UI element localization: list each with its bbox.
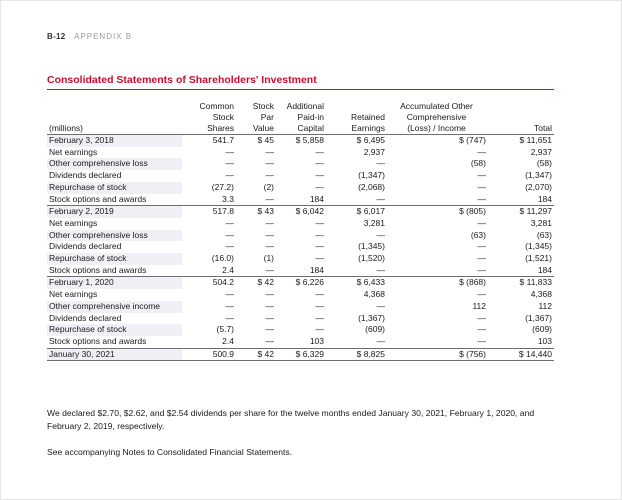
table-row — [47, 253, 554, 265]
table-row — [47, 170, 554, 182]
cell-par: — — [265, 241, 274, 252]
row-label: Dividends declared — [49, 170, 122, 181]
cell-aoci: — — [477, 241, 486, 252]
cell-aoci: — — [477, 289, 486, 300]
cell-re: — — [376, 193, 385, 204]
balance-row — [47, 348, 554, 361]
row-label: February 3, 2018 — [47, 135, 182, 147]
table-row — [47, 182, 554, 194]
cell-shares: (5.7) — [216, 324, 234, 335]
header-apic: Additional Paid-in Capital — [286, 101, 324, 133]
cell-re: — — [376, 300, 385, 311]
cell-shares: 2.4 — [222, 335, 234, 346]
cell-apic: — — [315, 170, 324, 181]
cell-total: 4,368 — [530, 289, 552, 300]
cell-apic: — — [315, 253, 324, 264]
table-row — [47, 265, 554, 277]
cell-apic: — — [315, 181, 324, 192]
cell-total: 3,281 — [530, 217, 552, 228]
cell-par: $ 42 — [236, 348, 276, 361]
cell-par: — — [265, 158, 274, 169]
cell-re: $ 8,825 — [326, 348, 387, 361]
cell-par: — — [265, 289, 274, 300]
cell-total: 184 — [537, 193, 552, 204]
cell-total: 112 — [538, 300, 552, 311]
row-label: Stock options and awards — [49, 335, 147, 346]
cell-total: (1,347) — [525, 170, 552, 181]
cell-apic: — — [315, 312, 324, 323]
appendix-label: APPENDIX B — [74, 32, 133, 41]
cell-par: $ 43 — [236, 206, 276, 218]
cell-re: (1,520) — [358, 253, 385, 264]
cell-par: $ 45 — [236, 135, 276, 147]
cell-shares: 2.4 — [222, 264, 234, 275]
cell-apic: 184 — [309, 264, 324, 275]
cell-aoci: — — [477, 264, 486, 275]
cell-aoci: $ (805) — [387, 206, 488, 218]
cell-par: — — [265, 300, 274, 311]
cell-total: $ 11,297 — [488, 206, 554, 218]
row-label: Net earnings — [49, 146, 98, 157]
shareholders-investment-table — [47, 101, 554, 361]
cell-re: $ 6,017 — [326, 206, 387, 218]
balance-row — [47, 277, 554, 289]
row-label: Repurchase of stock — [47, 324, 182, 336]
cell-apic: — — [315, 217, 324, 228]
cell-re: $ 6,433 — [326, 277, 387, 289]
cell-shares: 517.8 — [182, 206, 236, 218]
cell-aoci: — — [477, 324, 486, 335]
cell-apic: — — [315, 146, 324, 157]
cell-par: (1) — [263, 253, 274, 264]
cell-re: (609) — [365, 324, 385, 335]
statement-title: Consolidated Statements of Shareholders' Investment — [47, 74, 317, 86]
header-shares: Common Stock Shares — [199, 101, 234, 133]
row-label: Stock options and awards — [49, 193, 147, 204]
table-row — [47, 158, 554, 170]
cell-aoci: — — [477, 170, 486, 181]
cell-aoci: (58) — [470, 158, 486, 169]
cell-aoci: — — [477, 193, 486, 204]
header-millions-text: (millions) — [49, 123, 83, 133]
cell-par: — — [265, 324, 274, 335]
cell-par: — — [265, 146, 274, 157]
cell-shares: — — [225, 170, 234, 181]
cell-shares: 541.7 — [182, 135, 236, 147]
cell-total: (1,345) — [525, 241, 552, 252]
cell-total: (58) — [536, 158, 552, 169]
cell-apic: $ 5,858 — [276, 135, 326, 147]
cell-apic: — — [315, 229, 324, 240]
cell-shares: 500.9 — [182, 348, 236, 361]
cell-total: (1,367) — [525, 312, 552, 323]
cell-par: — — [265, 312, 274, 323]
cell-re: (1,367) — [358, 312, 385, 323]
cell-re: 2,937 — [363, 146, 385, 157]
cell-total: $ 11,651 — [488, 135, 554, 147]
cell-par: (2) — [263, 181, 274, 192]
cell-aoci: $ (747) — [387, 135, 488, 147]
page-header — [47, 32, 132, 41]
cell-re: (2,068) — [358, 181, 385, 192]
table-row — [47, 313, 554, 325]
cell-apic: $ 6,329 — [276, 348, 326, 361]
balance-row — [47, 135, 554, 147]
cell-total: $ 11,833 — [488, 277, 554, 289]
cell-par: — — [265, 170, 274, 181]
balance-row — [47, 206, 554, 218]
cell-shares: — — [225, 312, 234, 323]
cell-shares: — — [225, 217, 234, 228]
row-label: Dividends declared — [49, 241, 122, 252]
row-label: February 2, 2019 — [47, 206, 182, 218]
cell-total: (63) — [536, 229, 552, 240]
cell-re: 4,368 — [363, 289, 385, 300]
cell-shares: — — [225, 289, 234, 300]
cell-aoci: — — [477, 217, 486, 228]
cell-aoci: — — [477, 181, 486, 192]
table-row — [47, 194, 554, 206]
cell-shares: — — [225, 241, 234, 252]
cell-apic: — — [315, 324, 324, 335]
see-notes-text: See accompanying Notes to Consolidated Financial Statements. — [47, 447, 293, 457]
table-row — [47, 289, 554, 301]
row-label: Other comprehensive loss — [47, 158, 182, 170]
row-label: Repurchase of stock — [47, 253, 182, 265]
cell-re: — — [376, 264, 385, 275]
row-label: January 30, 2021 — [47, 348, 182, 361]
cell-shares: 504.2 — [182, 277, 236, 289]
cell-par: — — [265, 193, 274, 204]
row-label: Stock options and awards — [49, 264, 147, 275]
table-row — [47, 147, 554, 159]
header-total: Total — [534, 123, 552, 133]
cell-par: — — [265, 217, 274, 228]
cell-re: — — [376, 229, 385, 240]
cell-par: $ 42 — [236, 277, 276, 289]
cell-par: — — [265, 335, 274, 346]
cell-total: (609) — [532, 324, 552, 335]
header-row — [47, 101, 554, 135]
cell-aoci: 112 — [472, 300, 486, 311]
table-row — [47, 301, 554, 313]
cell-shares: — — [225, 146, 234, 157]
cell-re: — — [376, 335, 385, 346]
header-retained-earnings: Retained Earnings — [350, 112, 385, 133]
row-label: Net earnings — [49, 289, 98, 300]
row-label: February 1, 2020 — [47, 277, 182, 289]
cell-re: — — [376, 158, 385, 169]
cell-apic: $ 6,042 — [276, 206, 326, 218]
table-row — [47, 230, 554, 242]
row-label: Dividends declared — [49, 312, 122, 323]
row-label: Net earnings — [49, 217, 98, 228]
cell-aoci: — — [477, 146, 486, 157]
cell-total: 2,937 — [530, 146, 552, 157]
row-label: Other comprehensive loss — [47, 230, 182, 242]
cell-total: (1,521) — [525, 253, 552, 264]
cell-total: $ 14,440 — [488, 348, 554, 361]
header-aoci: Accumulated Other Comprehensive (Loss) / Income — [400, 101, 473, 133]
cell-shares: — — [225, 300, 234, 311]
cell-apic: 184 — [309, 193, 324, 204]
table-row — [47, 324, 554, 336]
page-number: B-12 — [47, 32, 66, 41]
cell-aoci: $ (756) — [387, 348, 488, 361]
cell-total: (2,070) — [525, 181, 552, 192]
row-label: Repurchase of stock — [47, 182, 182, 194]
cell-par: — — [265, 229, 274, 240]
cell-aoci: — — [477, 253, 486, 264]
cell-shares: — — [225, 229, 234, 240]
header-millions — [47, 101, 182, 135]
cell-total: 184 — [537, 264, 552, 275]
cell-shares: 3.3 — [222, 193, 234, 204]
cell-aoci: (63) — [470, 229, 486, 240]
cell-total: 103 — [537, 335, 552, 346]
cell-apic: — — [315, 289, 324, 300]
cell-re: $ 6,495 — [326, 135, 387, 147]
cell-apic: $ 6,226 — [276, 277, 326, 289]
cell-re: 3,281 — [363, 217, 385, 228]
cell-par: — — [265, 264, 274, 275]
table-row — [47, 241, 554, 253]
cell-apic: — — [315, 241, 324, 252]
cell-aoci: — — [477, 335, 486, 346]
row-label: Other comprehensive income — [47, 301, 182, 313]
table-row — [47, 218, 554, 230]
cell-shares: — — [225, 158, 234, 169]
cell-shares: (27.2) — [211, 181, 234, 192]
cell-shares: (16.0) — [211, 253, 234, 264]
cell-apic: 103 — [309, 335, 324, 346]
cell-apic: — — [315, 300, 324, 311]
table-row — [47, 336, 554, 348]
table-body — [47, 135, 554, 361]
dividend-footnote: We declared $2.70, $2.62, and $2.54 dividends per share for the twelve months ended January 30, 2021, February 1, 2020, and February 2, 2019, respectively. — [47, 408, 535, 431]
cell-aoci: $ (868) — [387, 277, 488, 289]
cell-apic: — — [315, 158, 324, 169]
header-par-value: Stock Par Value — [252, 101, 274, 133]
cell-aoci: — — [477, 312, 486, 323]
title-rule — [47, 89, 554, 90]
cell-re: (1,347) — [358, 170, 385, 181]
cell-re: (1,345) — [358, 241, 385, 252]
